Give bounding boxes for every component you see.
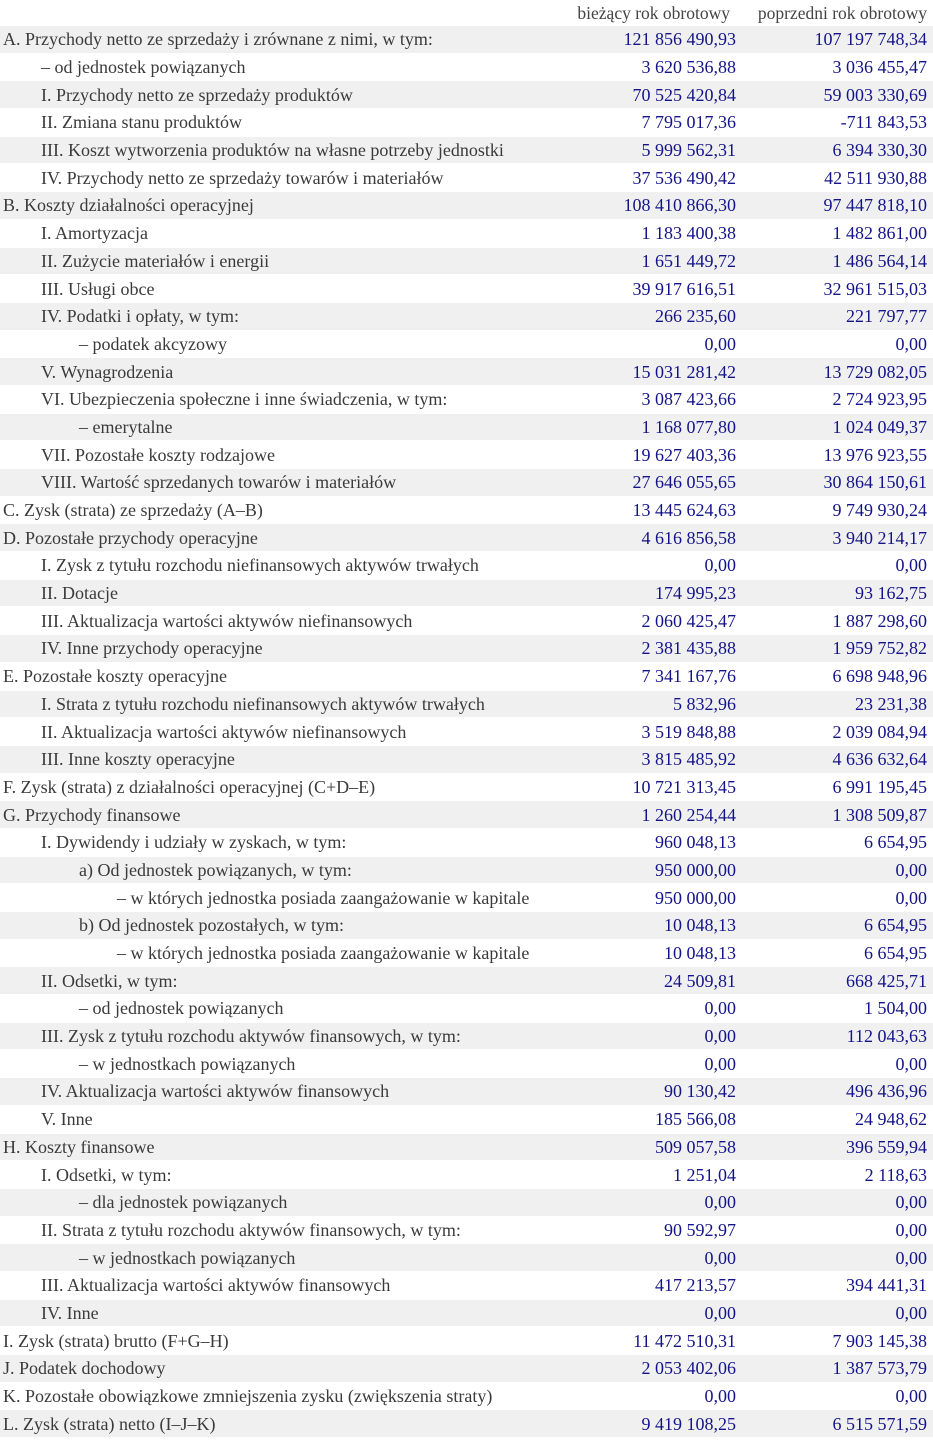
row-label: K. Pozostałe obowiązkowe zmniejszenia zysku (zwiększenia straty) xyxy=(0,1382,560,1410)
table-row xyxy=(0,247,933,275)
current-year-value: 15 031 281,42 xyxy=(560,358,740,386)
row-label: III. Koszt wytworzenia produktów na własne potrzeby jednostki xyxy=(0,136,560,164)
row-label: IV. Podatki i opłaty, w tym: xyxy=(0,302,560,330)
previous-year-value: 97 447 818,10 xyxy=(740,192,933,220)
previous-year-value: 1 959 752,82 xyxy=(740,635,933,663)
table-row xyxy=(0,1133,933,1161)
table-row xyxy=(0,496,933,524)
header-spacer xyxy=(0,0,550,26)
previous-year-value: 59 003 330,69 xyxy=(740,81,933,109)
header-current-year: bieżący rok obrotowy xyxy=(577,3,730,23)
current-year-value: 0,00 xyxy=(560,1244,740,1272)
current-year-value: 27 646 055,65 xyxy=(560,469,740,497)
previous-year-value: 4 636 632,64 xyxy=(740,745,933,773)
row-label: H. Koszty finansowe xyxy=(0,1133,560,1161)
previous-year-value: 93 162,75 xyxy=(740,579,933,607)
row-label: – w których jednostka posiada zaangażowanie w kapitale xyxy=(0,939,560,967)
previous-year-value: 0,00 xyxy=(740,884,933,912)
previous-year-value: 1 482 861,00 xyxy=(740,219,933,247)
table-row xyxy=(0,26,933,53)
previous-year-value: 6 654,95 xyxy=(740,939,933,967)
current-year-value: 950 000,00 xyxy=(560,884,740,912)
table-row xyxy=(0,109,933,137)
current-year-value: 3 519 848,88 xyxy=(560,718,740,746)
row-label: I. Przychody netto ze sprzedaży produktów xyxy=(0,81,560,109)
previous-year-value: 2 039 084,94 xyxy=(740,718,933,746)
previous-year-value: 3 940 214,17 xyxy=(740,524,933,552)
previous-year-value: 0,00 xyxy=(740,1244,933,1272)
previous-year-value: 23 231,38 xyxy=(740,690,933,718)
current-year-value: 950 000,00 xyxy=(560,856,740,884)
previous-year-value: 221 797,77 xyxy=(740,302,933,330)
current-year-value: 417 213,57 xyxy=(560,1271,740,1299)
table-row xyxy=(0,192,933,220)
table-row xyxy=(0,219,933,247)
current-year-value: 37 536 490,42 xyxy=(560,164,740,192)
row-label: – od jednostek powiązanych xyxy=(0,53,560,81)
table-row xyxy=(0,690,933,718)
table-row xyxy=(0,413,933,441)
header-previous-year: poprzedni rok obrotowy xyxy=(757,3,927,23)
table-row xyxy=(0,1271,933,1299)
current-year-value: 3 620 536,88 xyxy=(560,53,740,81)
current-year-value: 509 057,58 xyxy=(560,1133,740,1161)
previous-year-value: 1 024 049,37 xyxy=(740,413,933,441)
current-year-value: 90 130,42 xyxy=(560,1078,740,1106)
table-row xyxy=(0,302,933,330)
row-label: G. Przychody finansowe xyxy=(0,801,560,829)
previous-year-value: 6 698 948,96 xyxy=(740,662,933,690)
current-year-value: 10 721 313,45 xyxy=(560,773,740,801)
current-year-value: 960 048,13 xyxy=(560,828,740,856)
table-row xyxy=(0,607,933,635)
row-label: IV. Przychody netto ze sprzedaży towarów i materiałów xyxy=(0,164,560,192)
row-label: II. Zmiana stanu produktów xyxy=(0,109,560,137)
current-year-value: 2 053 402,06 xyxy=(560,1355,740,1383)
table-row xyxy=(0,856,933,884)
row-label: I. Zysk z tytułu rozchodu niefinansowych aktywów trwałych xyxy=(0,552,560,580)
current-year-value: 3 815 485,92 xyxy=(560,745,740,773)
current-year-value: 10 048,13 xyxy=(560,912,740,940)
row-label: IV. Inne xyxy=(0,1299,560,1327)
current-year-value: 0,00 xyxy=(560,552,740,580)
previous-year-value: 0,00 xyxy=(740,330,933,358)
table-row xyxy=(0,635,933,663)
table-row xyxy=(0,524,933,552)
table-row xyxy=(0,745,933,773)
previous-year-value: 13 729 082,05 xyxy=(740,358,933,386)
row-label: I. Odsetki, w tym: xyxy=(0,1161,560,1189)
table-row xyxy=(0,1078,933,1106)
previous-year-value: 0,00 xyxy=(740,1216,933,1244)
row-label: II. Strata z tytułu rozchodu aktywów finansowych, w tym: xyxy=(0,1216,560,1244)
previous-year-value: 2 724 923,95 xyxy=(740,385,933,413)
row-label: a) Od jednostek powiązanych, w tym: xyxy=(0,856,560,884)
current-year-value: 24 509,81 xyxy=(560,967,740,995)
current-year-value: 185 566,08 xyxy=(560,1105,740,1133)
row-label: VII. Pozostałe koszty rodzajowe xyxy=(0,441,560,469)
row-label: – od jednostek powiązanych xyxy=(0,995,560,1023)
table-row xyxy=(0,1105,933,1133)
row-label: A. Przychody netto ze sprzedaży i zrównane z nimi, w tym: xyxy=(0,26,560,53)
table-row xyxy=(0,1188,933,1216)
current-year-value: 90 592,97 xyxy=(560,1216,740,1244)
table-row xyxy=(0,995,933,1023)
current-year-value: 10 048,13 xyxy=(560,939,740,967)
previous-year-value: 2 118,63 xyxy=(740,1161,933,1189)
previous-year-value: 1 308 509,87 xyxy=(740,801,933,829)
previous-year-value: 0,00 xyxy=(740,856,933,884)
table-row xyxy=(0,662,933,690)
current-year-value: 7 795 017,36 xyxy=(560,109,740,137)
row-label: II. Dotacje xyxy=(0,579,560,607)
current-year-value: 0,00 xyxy=(560,1188,740,1216)
current-year-value: 0,00 xyxy=(560,1022,740,1050)
current-year-value: 3 087 423,66 xyxy=(560,385,740,413)
current-year-value: 0,00 xyxy=(560,1382,740,1410)
previous-year-value: 0,00 xyxy=(740,1299,933,1327)
previous-year-value: 32 961 515,03 xyxy=(740,275,933,303)
row-label: – w jednostkach powiązanych xyxy=(0,1244,560,1272)
table-row xyxy=(0,828,933,856)
row-label: III. Aktualizacja wartości aktywów niefinansowych xyxy=(0,607,560,635)
current-year-value: 5 999 562,31 xyxy=(560,136,740,164)
current-year-value: 2 060 425,47 xyxy=(560,607,740,635)
table-row xyxy=(0,579,933,607)
table-row xyxy=(0,773,933,801)
previous-year-value: 6 654,95 xyxy=(740,828,933,856)
table-row xyxy=(0,1050,933,1078)
row-label: VIII. Wartość sprzedanych towarów i materiałów xyxy=(0,469,560,497)
current-year-value: 70 525 420,84 xyxy=(560,81,740,109)
row-label: D. Pozostałe przychody operacyjne xyxy=(0,524,560,552)
table-row xyxy=(0,330,933,358)
previous-year-value: 1 504,00 xyxy=(740,995,933,1023)
current-year-value: 1 168 077,80 xyxy=(560,413,740,441)
row-label: I. Dywidendy i udziały w zyskach, w tym: xyxy=(0,828,560,856)
previous-year-value: 13 976 923,55 xyxy=(740,441,933,469)
table-row xyxy=(0,136,933,164)
current-year-value: 19 627 403,36 xyxy=(560,441,740,469)
current-year-value: 1 251,04 xyxy=(560,1161,740,1189)
row-label: C. Zysk (strata) ze sprzedaży (A–B) xyxy=(0,496,560,524)
row-label: E. Pozostałe koszty operacyjne xyxy=(0,662,560,690)
previous-year-value: 6 654,95 xyxy=(740,912,933,940)
row-label: IV. Inne przychody operacyjne xyxy=(0,635,560,663)
previous-year-value: 0,00 xyxy=(740,1050,933,1078)
current-year-value: 9 419 108,25 xyxy=(560,1410,740,1438)
table-row xyxy=(0,1382,933,1410)
previous-year-value: 396 559,94 xyxy=(740,1133,933,1161)
table-row xyxy=(0,967,933,995)
row-label: I. Zysk (strata) brutto (F+G–H) xyxy=(0,1327,560,1355)
current-year-value: 108 410 866,30 xyxy=(560,192,740,220)
table-row xyxy=(0,718,933,746)
table-row xyxy=(0,939,933,967)
row-label: V. Wynagrodzenia xyxy=(0,358,560,386)
row-label: III. Inne koszty operacyjne xyxy=(0,745,560,773)
previous-year-value: 3 036 455,47 xyxy=(740,53,933,81)
current-year-value: 5 832,96 xyxy=(560,690,740,718)
row-label: b) Od jednostek pozostałych, w tym: xyxy=(0,912,560,940)
table-row xyxy=(0,81,933,109)
current-year-value: 1 183 400,38 xyxy=(560,219,740,247)
previous-year-value: 7 903 145,38 xyxy=(740,1327,933,1355)
current-year-value: 1 651 449,72 xyxy=(560,247,740,275)
table-row xyxy=(0,912,933,940)
current-year-value: 121 856 490,93 xyxy=(560,26,740,53)
row-label: III. Aktualizacja wartości aktywów finansowych xyxy=(0,1271,560,1299)
table-row xyxy=(0,385,933,413)
current-year-value: 39 917 616,51 xyxy=(560,275,740,303)
current-year-value: 7 341 167,76 xyxy=(560,662,740,690)
income-statement-table xyxy=(0,26,933,1438)
previous-year-value: 496 436,96 xyxy=(740,1078,933,1106)
previous-year-value: 394 441,31 xyxy=(740,1271,933,1299)
row-label: II. Odsetki, w tym: xyxy=(0,967,560,995)
row-label: – emerytalne xyxy=(0,413,560,441)
row-label: VI. Ubezpieczenia społeczne i inne świadczenia, w tym: xyxy=(0,385,560,413)
table-row xyxy=(0,1410,933,1438)
row-label: F. Zysk (strata) z działalności operacyjnej (C+D–E) xyxy=(0,773,560,801)
table-row xyxy=(0,1244,933,1272)
previous-year-value: 6 515 571,59 xyxy=(740,1410,933,1438)
income-statement-body xyxy=(0,26,933,1438)
current-year-value: 13 445 624,63 xyxy=(560,496,740,524)
previous-year-value: -711 843,53 xyxy=(740,109,933,137)
table-row xyxy=(0,469,933,497)
row-label: III. Usługi obce xyxy=(0,275,560,303)
row-label: V. Inne xyxy=(0,1105,560,1133)
current-year-value: 11 472 510,31 xyxy=(560,1327,740,1355)
previous-year-value: 1 387 573,79 xyxy=(740,1355,933,1383)
row-label: – dla jednostek powiązanych xyxy=(0,1188,560,1216)
row-label: J. Podatek dochodowy xyxy=(0,1355,560,1383)
table-row xyxy=(0,884,933,912)
table-row xyxy=(0,358,933,386)
current-year-value: 0,00 xyxy=(560,1050,740,1078)
table-row xyxy=(0,275,933,303)
table-row xyxy=(0,552,933,580)
current-year-value: 266 235,60 xyxy=(560,302,740,330)
current-year-value: 4 616 856,58 xyxy=(560,524,740,552)
previous-year-value: 112 043,63 xyxy=(740,1022,933,1050)
row-label: L. Zysk (strata) netto (I–J–K) xyxy=(0,1410,560,1438)
row-label: IV. Aktualizacja wartości aktywów finansowych xyxy=(0,1078,560,1106)
row-label: II. Zużycie materiałów i energii xyxy=(0,247,560,275)
table-row xyxy=(0,1299,933,1327)
previous-year-value: 107 197 748,34 xyxy=(740,26,933,53)
table-row xyxy=(0,1216,933,1244)
table-row xyxy=(0,801,933,829)
previous-year-value: 0,00 xyxy=(740,552,933,580)
previous-year-value: 6 991 195,45 xyxy=(740,773,933,801)
row-label: II. Aktualizacja wartości aktywów niefinansowych xyxy=(0,718,560,746)
table-row xyxy=(0,164,933,192)
current-year-value: 1 260 254,44 xyxy=(560,801,740,829)
current-year-value: 174 995,23 xyxy=(560,579,740,607)
current-year-value: 2 381 435,88 xyxy=(560,635,740,663)
row-label: B. Koszty działalności operacyjnej xyxy=(0,192,560,220)
row-label: I. Amortyzacja xyxy=(0,219,560,247)
table-header xyxy=(0,0,933,26)
previous-year-value: 42 511 930,88 xyxy=(740,164,933,192)
row-label: – podatek akcyzowy xyxy=(0,330,560,358)
previous-year-value: 1 486 564,14 xyxy=(740,247,933,275)
previous-year-value: 668 425,71 xyxy=(740,967,933,995)
current-year-value: 0,00 xyxy=(560,995,740,1023)
current-year-value: 0,00 xyxy=(560,1299,740,1327)
table-row xyxy=(0,441,933,469)
table-row xyxy=(0,1161,933,1189)
current-year-value: 0,00 xyxy=(560,330,740,358)
previous-year-value: 9 749 930,24 xyxy=(740,496,933,524)
row-label: – w jednostkach powiązanych xyxy=(0,1050,560,1078)
previous-year-value: 0,00 xyxy=(740,1382,933,1410)
row-label: I. Strata z tytułu rozchodu niefinansowych aktywów trwałych xyxy=(0,690,560,718)
row-label: – w których jednostka posiada zaangażowanie w kapitale xyxy=(0,884,560,912)
table-row xyxy=(0,1327,933,1355)
previous-year-value: 1 887 298,60 xyxy=(740,607,933,635)
previous-year-value: 24 948,62 xyxy=(740,1105,933,1133)
previous-year-value: 6 394 330,30 xyxy=(740,136,933,164)
previous-year-value: 30 864 150,61 xyxy=(740,469,933,497)
table-row xyxy=(0,53,933,81)
previous-year-value: 0,00 xyxy=(740,1188,933,1216)
table-row xyxy=(0,1355,933,1383)
row-label: III. Zysk z tytułu rozchodu aktywów finansowych, w tym: xyxy=(0,1022,560,1050)
table-row xyxy=(0,1022,933,1050)
